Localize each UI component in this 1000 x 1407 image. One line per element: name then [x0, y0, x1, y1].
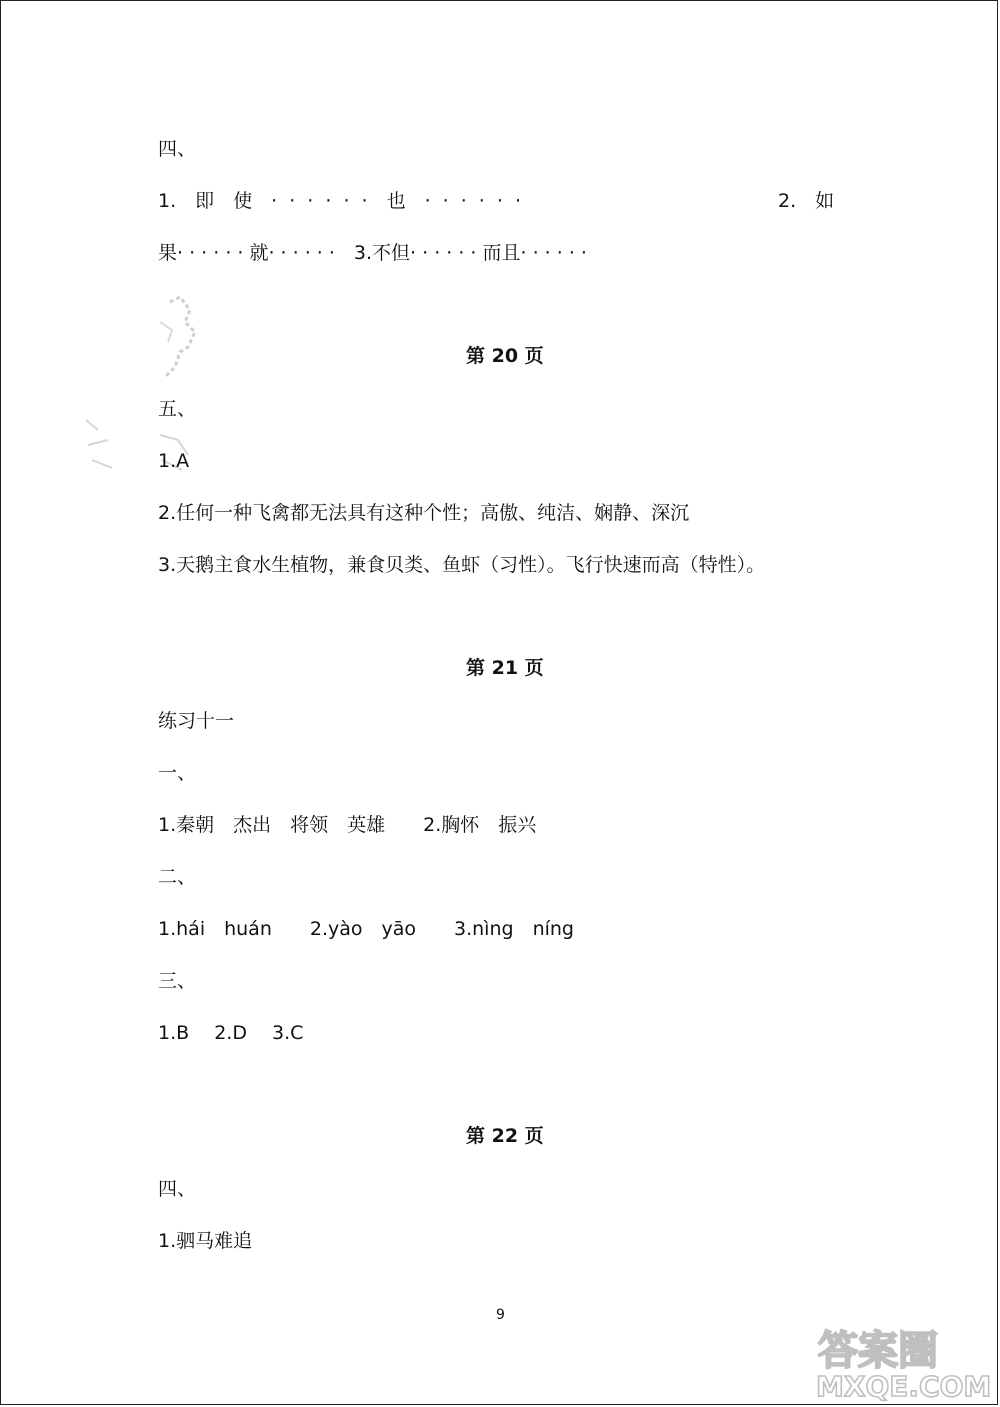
page-22-heading: 第 22 页: [466, 1125, 544, 1147]
section-four-heading: 四、: [158, 138, 197, 160]
section-two-heading: 二、: [158, 866, 197, 888]
section-four-heading-2: 四、: [158, 1178, 197, 1200]
page-21-heading: 第 21 页: [466, 657, 544, 679]
watermark-logo: [812, 1318, 994, 1402]
answer-line-1-tail: 2. 如: [778, 190, 835, 212]
page-number: 9: [496, 1307, 505, 1323]
answer-five-2: 2.任何一种飞禽都无法具有这种个性；高傲、纯洁、娴静、深沉: [158, 502, 690, 524]
section-one-heading: 一、: [158, 762, 197, 784]
answer-line-2: 果· · · · · · 就· · · · · · 3.不但· · · · · · 而且· · · · · ·: [158, 242, 587, 264]
answer-one-line: 1.秦朝 杰出 将领 英雄 2.胸怀 振兴: [158, 814, 537, 836]
answer-three-line: 1.B 2.D 3.C: [158, 1022, 304, 1044]
section-three-heading: 三、: [158, 970, 197, 992]
answer-two-line: 1.hái huán 2.yào yāo 3.nìng níng: [158, 918, 574, 940]
section-five-heading: 五、: [158, 398, 197, 420]
answer-four-1: 1.驷马难追: [158, 1230, 253, 1252]
watermark-text-cn: 答案圈: [818, 1328, 938, 1374]
exercise-eleven-title: 练习十一: [158, 710, 235, 732]
scan-smudge: [150, 292, 208, 382]
page-20-heading: 第 20 页: [466, 345, 544, 367]
answer-line-1: 1. 即 使 · · · · · · 也 · · · · · ·: [158, 190, 521, 212]
answer-five-1: 1.A: [158, 450, 190, 472]
watermark-text-url: MXQE.COM: [816, 1370, 992, 1402]
answer-five-3: 3.天鹅主食水生植物，兼食贝类、鱼虾（习性）。飞行快速而高（特性）。: [158, 554, 766, 576]
